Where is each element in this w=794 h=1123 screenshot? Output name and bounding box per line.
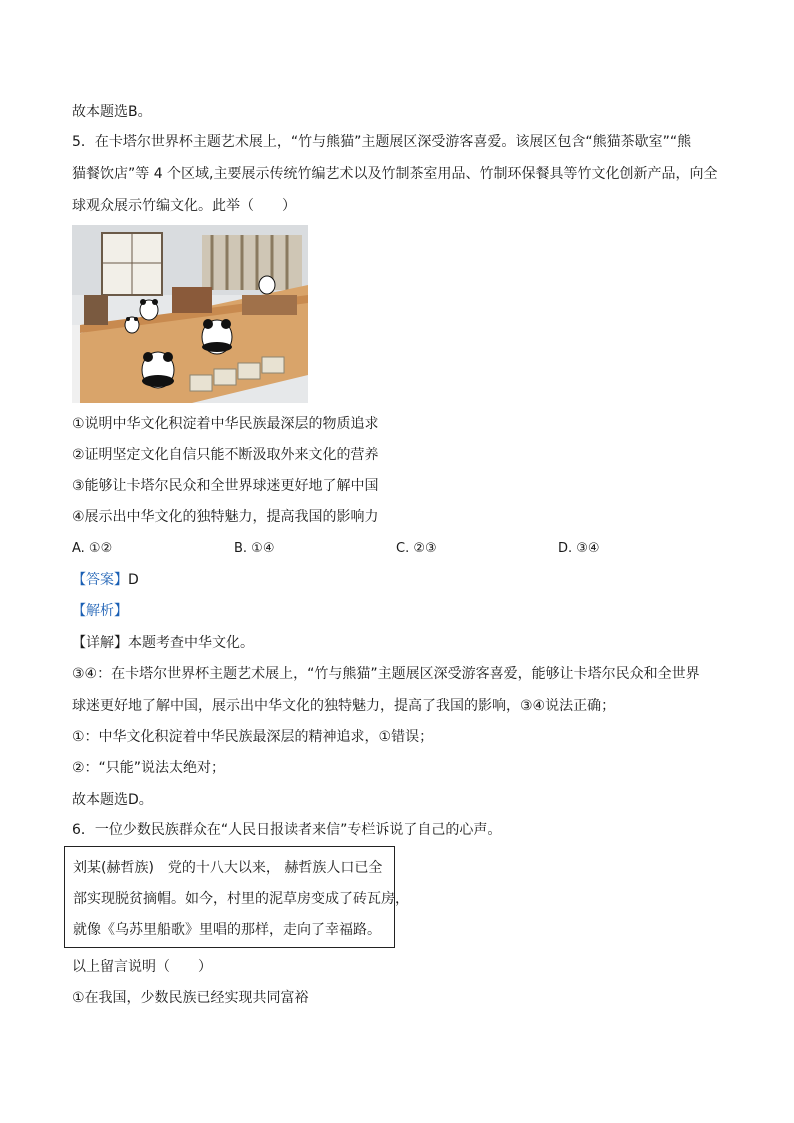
q5-detail [72, 633, 254, 653]
q6-question: 以上留言说明（ ） [72, 959, 212, 975]
detail-text: 本题考查中华文化。 [128, 635, 254, 651]
q5-conclusion: 故本题选D。 [72, 792, 153, 808]
q5-explanation-3: ①：中华文化积淀着中华民族最深层的精神追求，①错误； [72, 729, 434, 745]
answer-value: D [128, 572, 139, 588]
q5-option-a: A. ①② [72, 541, 113, 556]
quote-line-1: 刘某(赫哲族) 党的十八大以来， 赫哲族人口已全 [73, 860, 383, 876]
quote-line-3: 就像《乌苏里船歌》里唱的那样，走向了幸福路。 [73, 922, 381, 938]
q5-item-4: ④展示出中华文化的独特魅力，提高我国的影响力 [72, 509, 379, 525]
prev-conclusion: 故本题选B。 [72, 104, 152, 120]
q5-item-3: ③能够让卡塔尔民众和全世界球迷更好地了解中国 [72, 478, 379, 494]
q6-item-1: ①在我国，少数民族已经实现共同富裕 [72, 990, 309, 1006]
answer-tag: 【答案】 [72, 572, 128, 588]
q5-item-2: ②证明坚定文化自信只能不断汲取外来文化的营养 [72, 447, 379, 463]
quote-line-2: 部实现脱贫摘帽。如今，村里的泥草房变成了砖瓦房， [73, 891, 409, 907]
q5-item-1: ①说明中华文化积淀着中华民族最深层的物质追求 [72, 416, 379, 432]
q5-stem-line-3: 球观众展示竹编文化。此举（ ） [72, 198, 296, 214]
q5-explanation-2: 球迷更好地了解中国，展示出中华文化的独特魅力，提高了我国的影响，③④说法正确； [72, 698, 616, 714]
detail-tag: 【详解】 [72, 635, 128, 651]
q5-analysis-tag [72, 601, 128, 621]
q5-stem-line-2: 猫餐饮店”等 4 个区域,主要展示传统竹编艺术以及竹制茶室用品、竹制环保餐具等竹文化创新产品，向全 [72, 166, 718, 182]
q5-option-c: C. ②③ [396, 541, 437, 556]
q5-option-d: D. ③④ [558, 541, 600, 556]
q5-stem-line-1: 5．在卡塔尔世界杯主题艺术展上，“竹与熊猫”主题展区深受游客喜爱。该展区包含“熊猫茶歇室”“熊 [72, 134, 692, 150]
q5-explanation-1: ③④：在卡塔尔世界杯主题艺术展上，“竹与熊猫”主题展区深受游客喜爱，能够让卡塔尔民众和全世界 [72, 666, 700, 682]
q5-option-b: B. ①④ [234, 541, 275, 556]
reader-letter-box [64, 846, 409, 948]
q5-explanation-4: ②：“只能”说法太绝对； [72, 760, 226, 776]
analysis-tag: 【解析】 [72, 603, 128, 619]
q6-stem: 6．一位少数民族群众在“人民日报读者来信”专栏诉说了自己的心声。 [72, 822, 502, 838]
q5-answer [72, 570, 139, 590]
panda-exhibition-photo [72, 225, 308, 403]
